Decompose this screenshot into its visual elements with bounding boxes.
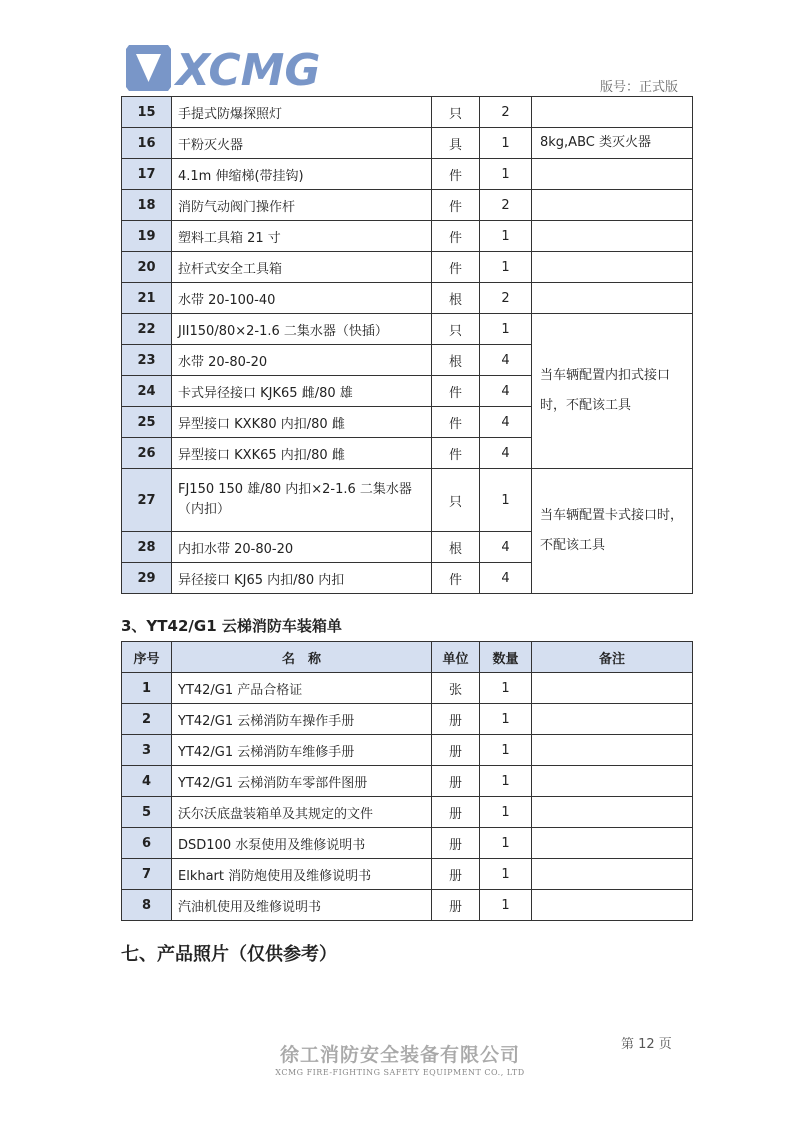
row-number: 6 (122, 828, 172, 859)
row-number: 19 (122, 221, 172, 252)
item-note (532, 797, 693, 828)
item-note (532, 735, 693, 766)
item-qty: 1 (480, 828, 532, 859)
item-unit: 只 (432, 314, 480, 345)
item-qty: 1 (480, 704, 532, 735)
section-3-title: 3、YT42/G1 云梯消防车装箱单 (121, 617, 342, 635)
item-name: YT42/G1 产品合格证 (172, 673, 432, 704)
row-number: 21 (122, 283, 172, 314)
table-row (122, 159, 693, 190)
row-number: 28 (122, 532, 172, 563)
header-name: 名 称 (172, 642, 432, 673)
item-qty: 1 (480, 859, 532, 890)
item-unit: 件 (432, 407, 480, 438)
item-qty: 1 (480, 252, 532, 283)
row-number: 4 (122, 766, 172, 797)
merged-note-card-type: 当车辆配置卡式接口时，不配该工具 (532, 469, 693, 594)
row-number: 25 (122, 407, 172, 438)
company-name-cn: 徐工消防安全装备有限公司 (279, 1044, 520, 1066)
item-note (532, 221, 693, 252)
item-unit: 根 (432, 283, 480, 314)
item-qty: 4 (480, 376, 532, 407)
item-name: DSD100 水泵使用及维修说明书 (172, 828, 432, 859)
item-name: 内扣水带 20-80-20 (172, 532, 432, 563)
item-unit: 册 (432, 797, 480, 828)
row-number: 1 (122, 673, 172, 704)
item-unit: 件 (432, 159, 480, 190)
table-row (122, 128, 693, 159)
item-qty: 2 (480, 283, 532, 314)
table-row (122, 766, 693, 797)
row-number: 20 (122, 252, 172, 283)
row-number: 18 (122, 190, 172, 221)
item-unit: 册 (432, 766, 480, 797)
table-row (122, 859, 693, 890)
row-number: 23 (122, 345, 172, 376)
row-number: 22 (122, 314, 172, 345)
item-qty: 1 (480, 159, 532, 190)
item-name: YT42/G1 云梯消防车维修手册 (172, 735, 432, 766)
header-qty: 数量 (480, 642, 532, 673)
item-name: 手提式防爆探照灯 (172, 97, 432, 128)
row-number: 2 (122, 704, 172, 735)
row-number: 17 (122, 159, 172, 190)
item-name: 卡式异径接口 KJK65 雌/80 雄 (172, 376, 432, 407)
item-name: 异型接口 KXK65 内扣/80 雌 (172, 438, 432, 469)
item-note (532, 97, 693, 128)
table-row (122, 890, 693, 921)
item-name: YT42/G1 云梯消防车零部件图册 (172, 766, 432, 797)
item-qty: 1 (480, 221, 532, 252)
item-unit: 件 (432, 376, 480, 407)
page-number: 第 12 页 (621, 1037, 672, 1052)
table-row (122, 828, 693, 859)
item-note: 8kg,ABC 类灭火器 (532, 128, 693, 159)
header-note: 备注 (532, 642, 693, 673)
item-qty: 4 (480, 438, 532, 469)
item-unit: 件 (432, 221, 480, 252)
table-row (122, 704, 693, 735)
item-qty: 4 (480, 345, 532, 376)
item-unit: 册 (432, 828, 480, 859)
item-qty: 4 (480, 532, 532, 563)
equipment-table-continued (121, 96, 693, 594)
logo-wordmark: XCMG (176, 45, 321, 91)
item-name: Elkhart 消防炮使用及维修说明书 (172, 859, 432, 890)
row-number: 3 (122, 735, 172, 766)
item-qty: 1 (480, 128, 532, 159)
item-name: 汽油机使用及维修说明书 (172, 890, 432, 921)
row-number: 27 (122, 469, 172, 532)
item-name: JII150/80×2-1.6 二集水器（快插） (172, 314, 432, 345)
company-name-en: XCMG FIRE-FIGHTING SAFETY EQUIPMENT CO., LTD (275, 1068, 525, 1077)
item-qty: 1 (480, 766, 532, 797)
item-qty: 1 (480, 469, 532, 532)
table-header-row (122, 642, 693, 673)
item-unit: 册 (432, 859, 480, 890)
item-qty: 4 (480, 563, 532, 594)
table-row (122, 469, 693, 532)
item-name: 水带 20-80-20 (172, 345, 432, 376)
item-note (532, 890, 693, 921)
table-row (122, 673, 693, 704)
item-name: 异径接口 KJ65 内扣/80 内扣 (172, 563, 432, 594)
row-number: 7 (122, 859, 172, 890)
item-unit: 只 (432, 469, 480, 532)
merged-note-inner-thread: 当车辆配置内扣式接口时，不配该工具 (532, 314, 693, 469)
item-unit: 册 (432, 735, 480, 766)
table-row (122, 252, 693, 283)
header-unit: 单位 (432, 642, 480, 673)
item-qty: 2 (480, 97, 532, 128)
item-unit: 件 (432, 190, 480, 221)
item-qty: 1 (480, 673, 532, 704)
row-number: 5 (122, 797, 172, 828)
version-label: 版号：正式版 (599, 80, 678, 95)
item-unit: 张 (432, 673, 480, 704)
row-number: 24 (122, 376, 172, 407)
table-row (122, 797, 693, 828)
item-qty: 1 (480, 797, 532, 828)
item-name: 沃尔沃底盘装箱单及其规定的文件 (172, 797, 432, 828)
row-number: 15 (122, 97, 172, 128)
item-unit: 册 (432, 890, 480, 921)
table-row (122, 190, 693, 221)
item-name: 拉杆式安全工具箱 (172, 252, 432, 283)
row-number: 16 (122, 128, 172, 159)
section-7-title: 七、产品照片（仅供参考） (121, 944, 337, 965)
item-qty: 1 (480, 890, 532, 921)
item-name: 4.1m 伸缩梯(带挂钩) (172, 159, 432, 190)
xcmg-logo (126, 45, 336, 91)
item-name: 消防气动阀门操作杆 (172, 190, 432, 221)
row-number: 8 (122, 890, 172, 921)
item-note (532, 766, 693, 797)
table-row (122, 97, 693, 128)
item-note (532, 190, 693, 221)
item-unit: 件 (432, 438, 480, 469)
item-note (532, 859, 693, 890)
table-row (122, 735, 693, 766)
item-note (532, 673, 693, 704)
item-qty: 1 (480, 314, 532, 345)
item-name: 异型接口 KXK80 内扣/80 雌 (172, 407, 432, 438)
item-note (532, 283, 693, 314)
item-qty: 2 (480, 190, 532, 221)
item-qty: 4 (480, 407, 532, 438)
header-no: 序号 (122, 642, 172, 673)
table-row (122, 283, 693, 314)
item-name: 塑料工具箱 21 寸 (172, 221, 432, 252)
item-unit: 具 (432, 128, 480, 159)
item-note (532, 828, 693, 859)
table-row (122, 314, 693, 345)
item-unit: 件 (432, 563, 480, 594)
row-number: 29 (122, 563, 172, 594)
item-note (532, 704, 693, 735)
item-unit: 根 (432, 345, 480, 376)
item-qty: 1 (480, 735, 532, 766)
item-unit: 册 (432, 704, 480, 735)
item-name: 干粉灭火器 (172, 128, 432, 159)
row-number: 26 (122, 438, 172, 469)
item-note (532, 252, 693, 283)
item-unit: 根 (432, 532, 480, 563)
item-name: YT42/G1 云梯消防车操作手册 (172, 704, 432, 735)
packing-list-table (121, 641, 693, 921)
item-name: 水带 20-100-40 (172, 283, 432, 314)
item-name: FJ150 150 雄/80 内扣×2-1.6 二集水器（内扣） (172, 469, 432, 532)
table-row (122, 221, 693, 252)
item-unit: 件 (432, 252, 480, 283)
item-note (532, 159, 693, 190)
item-unit: 只 (432, 97, 480, 128)
